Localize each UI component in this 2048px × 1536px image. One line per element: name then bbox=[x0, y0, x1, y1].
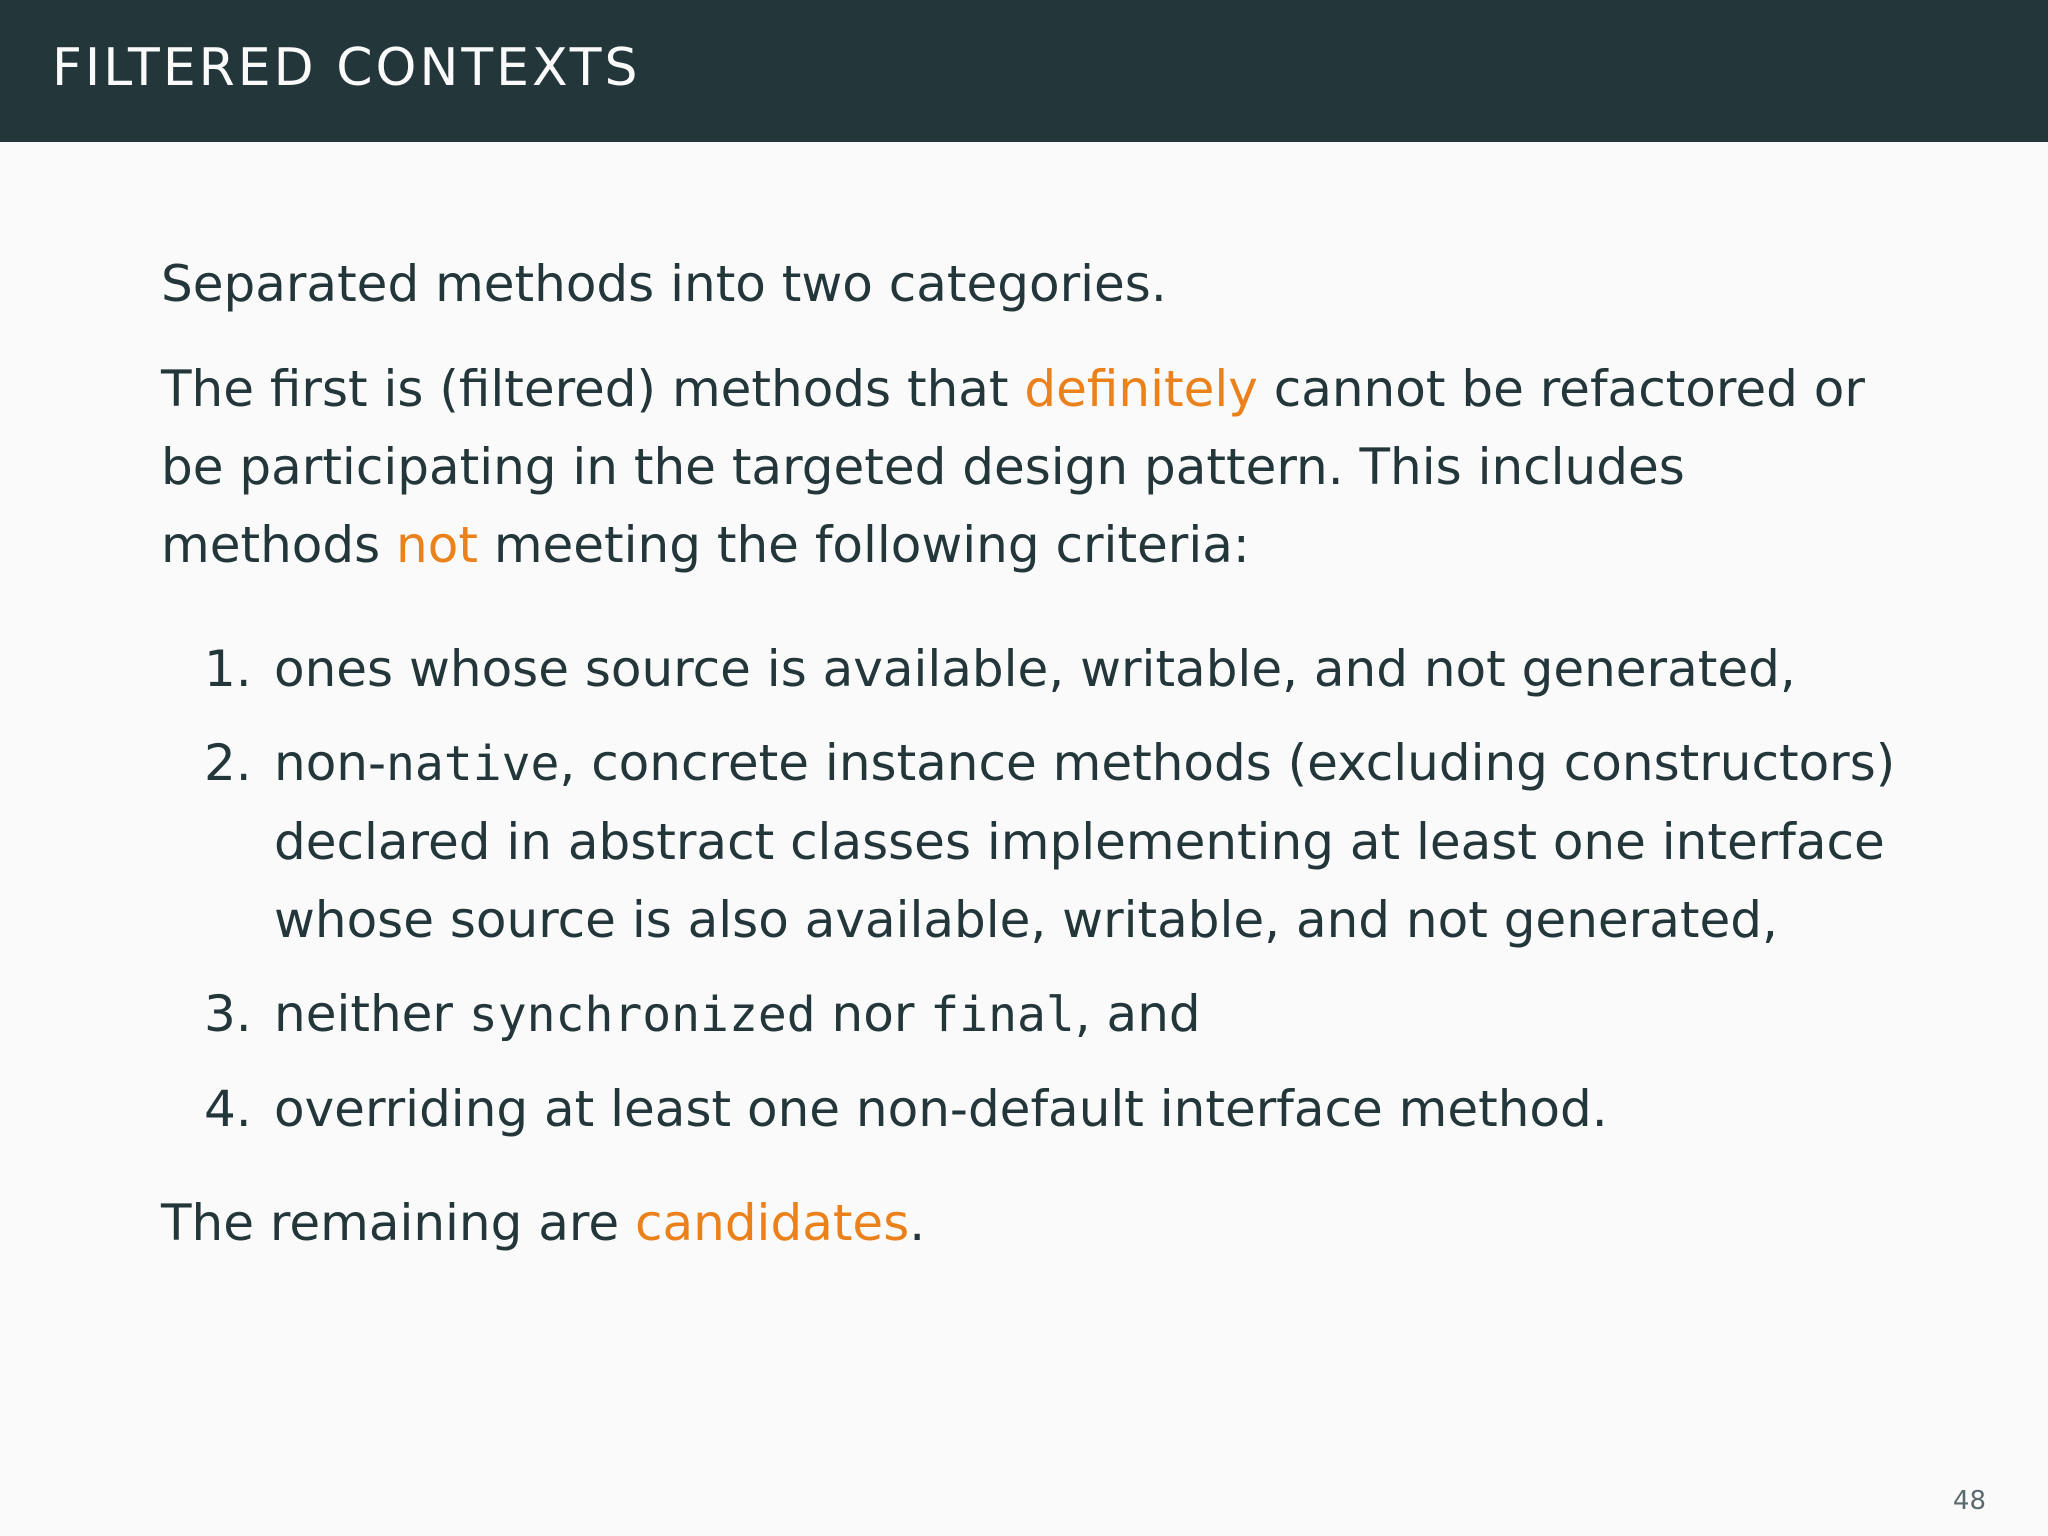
slide-number: 48 bbox=[1952, 1486, 1986, 1516]
list-item-text: ones whose source is available, writable, and not generated, bbox=[274, 640, 1796, 698]
list-item-suffix: , and bbox=[1074, 985, 1201, 1043]
criteria-list bbox=[161, 630, 1901, 1148]
list-item-number: 1. bbox=[204, 640, 252, 698]
list-item-prefix: non- bbox=[274, 734, 387, 792]
list-item-text: overriding at least one non-default interface method. bbox=[274, 1080, 1608, 1138]
code-final: final bbox=[930, 987, 1075, 1043]
first-paragraph-text-3: meeting the following criteria: bbox=[477, 516, 1250, 574]
list-item bbox=[161, 630, 1901, 708]
code-synchronized: synchronized bbox=[468, 987, 816, 1043]
list-item-text: , concrete instance methods (excluding constructors) declared in abstract classes implementing at least one interface whose source is also available, writable, and not generated, bbox=[274, 734, 1896, 949]
list-item bbox=[161, 724, 1901, 959]
list-item bbox=[161, 975, 1901, 1054]
closing-text-1: The remaining are bbox=[161, 1194, 635, 1252]
slide-content bbox=[161, 245, 1901, 1290]
first-category-paragraph bbox=[161, 350, 1901, 584]
first-paragraph-text-1: The first is (filtered) methods that bbox=[161, 360, 1025, 418]
intro-paragraph: Separated methods into two categories. bbox=[161, 255, 1167, 313]
code-native: native bbox=[386, 736, 560, 792]
highlight-not: not bbox=[396, 516, 478, 574]
slide-title: FILTERED CONTEXTS bbox=[52, 38, 641, 98]
list-item bbox=[161, 1070, 1901, 1148]
list-item-number: 3. bbox=[204, 985, 252, 1043]
list-item-number: 4. bbox=[204, 1080, 252, 1138]
closing-paragraph bbox=[161, 1184, 1901, 1262]
closing-text-2: . bbox=[909, 1194, 926, 1252]
highlight-definitely: definitely bbox=[1024, 360, 1258, 418]
list-item-prefix: neither bbox=[274, 985, 469, 1043]
slide-header bbox=[0, 0, 2048, 142]
list-item-middle: nor bbox=[815, 985, 931, 1043]
first-paragraph-text-2: cannot be refactored or be participating in the targeted design pattern. This includes methods bbox=[161, 360, 1865, 574]
list-item-number: 2. bbox=[204, 734, 252, 792]
highlight-candidates: candidates bbox=[635, 1194, 910, 1252]
